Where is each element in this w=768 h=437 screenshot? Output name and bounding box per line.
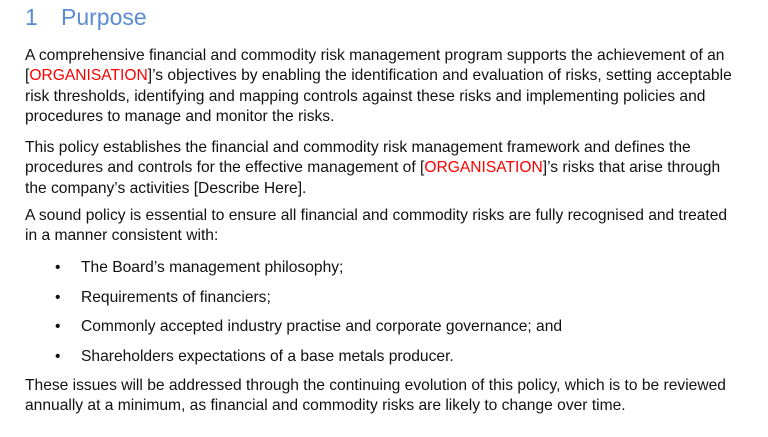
text-line: These issues will be addressed through the continuing evolution of this policy, which is to be reviewed — [25, 377, 726, 394]
bracket: [ — [25, 67, 30, 85]
organisation-placeholder: ORGANISATION — [424, 159, 543, 177]
text-line: annually at a minimum, as financial and commodity risks are likely to change over time. — [25, 397, 626, 415]
bullet-text: The Board’s management philosophy; — [81, 259, 344, 276]
text-line: risk thresholds, identifying and mapping controls against these risks and implementing policies and — [25, 87, 706, 105]
paragraph-3 — [25, 206, 765, 247]
text-line: A comprehensive financial and commodity risk management program supports the achievement of an — [25, 47, 725, 64]
bullet-text: Commonly accepted industry practise and corporate governance; and — [81, 318, 563, 335]
text: ]’s objectives by enabling the identification and evaluation of risks, setting acceptable — [147, 67, 732, 85]
bullet-item — [25, 288, 271, 308]
text-line — [25, 66, 765, 86]
bullet-item — [25, 317, 562, 337]
paragraph-4 — [25, 376, 765, 417]
bullet-text: Shareholders expectations of a base metals producer. — [81, 348, 454, 365]
paragraph-2 — [25, 138, 765, 199]
text-line: A sound policy is essential to ensure all financial and commodity risks are fully recognised and treated — [25, 207, 728, 224]
paragraph-1 — [25, 46, 765, 127]
text-line — [25, 158, 765, 178]
bullet-item — [25, 347, 454, 367]
section-number: 1 — [25, 4, 38, 30]
organisation-placeholder: ORGANISATION — [29, 67, 148, 85]
bullet-item — [25, 258, 343, 278]
text-line: in a manner consistent with: — [25, 227, 219, 245]
bullet-icon: • — [55, 348, 61, 365]
text-line: This policy establishes the financial and commodity risk management framework and defines the — [25, 139, 691, 156]
section-title: Purpose — [61, 4, 147, 30]
text: procedures and controls for the effective management of [ — [25, 159, 425, 177]
section-heading — [25, 4, 147, 31]
bullet-icon: • — [55, 259, 61, 276]
text-line: procedures to manage and monitor the risks. — [25, 107, 335, 125]
bullet-icon: • — [55, 318, 61, 335]
text: ]’s risks that arise through — [542, 159, 721, 177]
text-line: the company’s activities [Describe Here]. — [25, 179, 307, 197]
bullet-icon: • — [55, 289, 61, 306]
bullet-text: Requirements of financiers; — [81, 289, 271, 306]
